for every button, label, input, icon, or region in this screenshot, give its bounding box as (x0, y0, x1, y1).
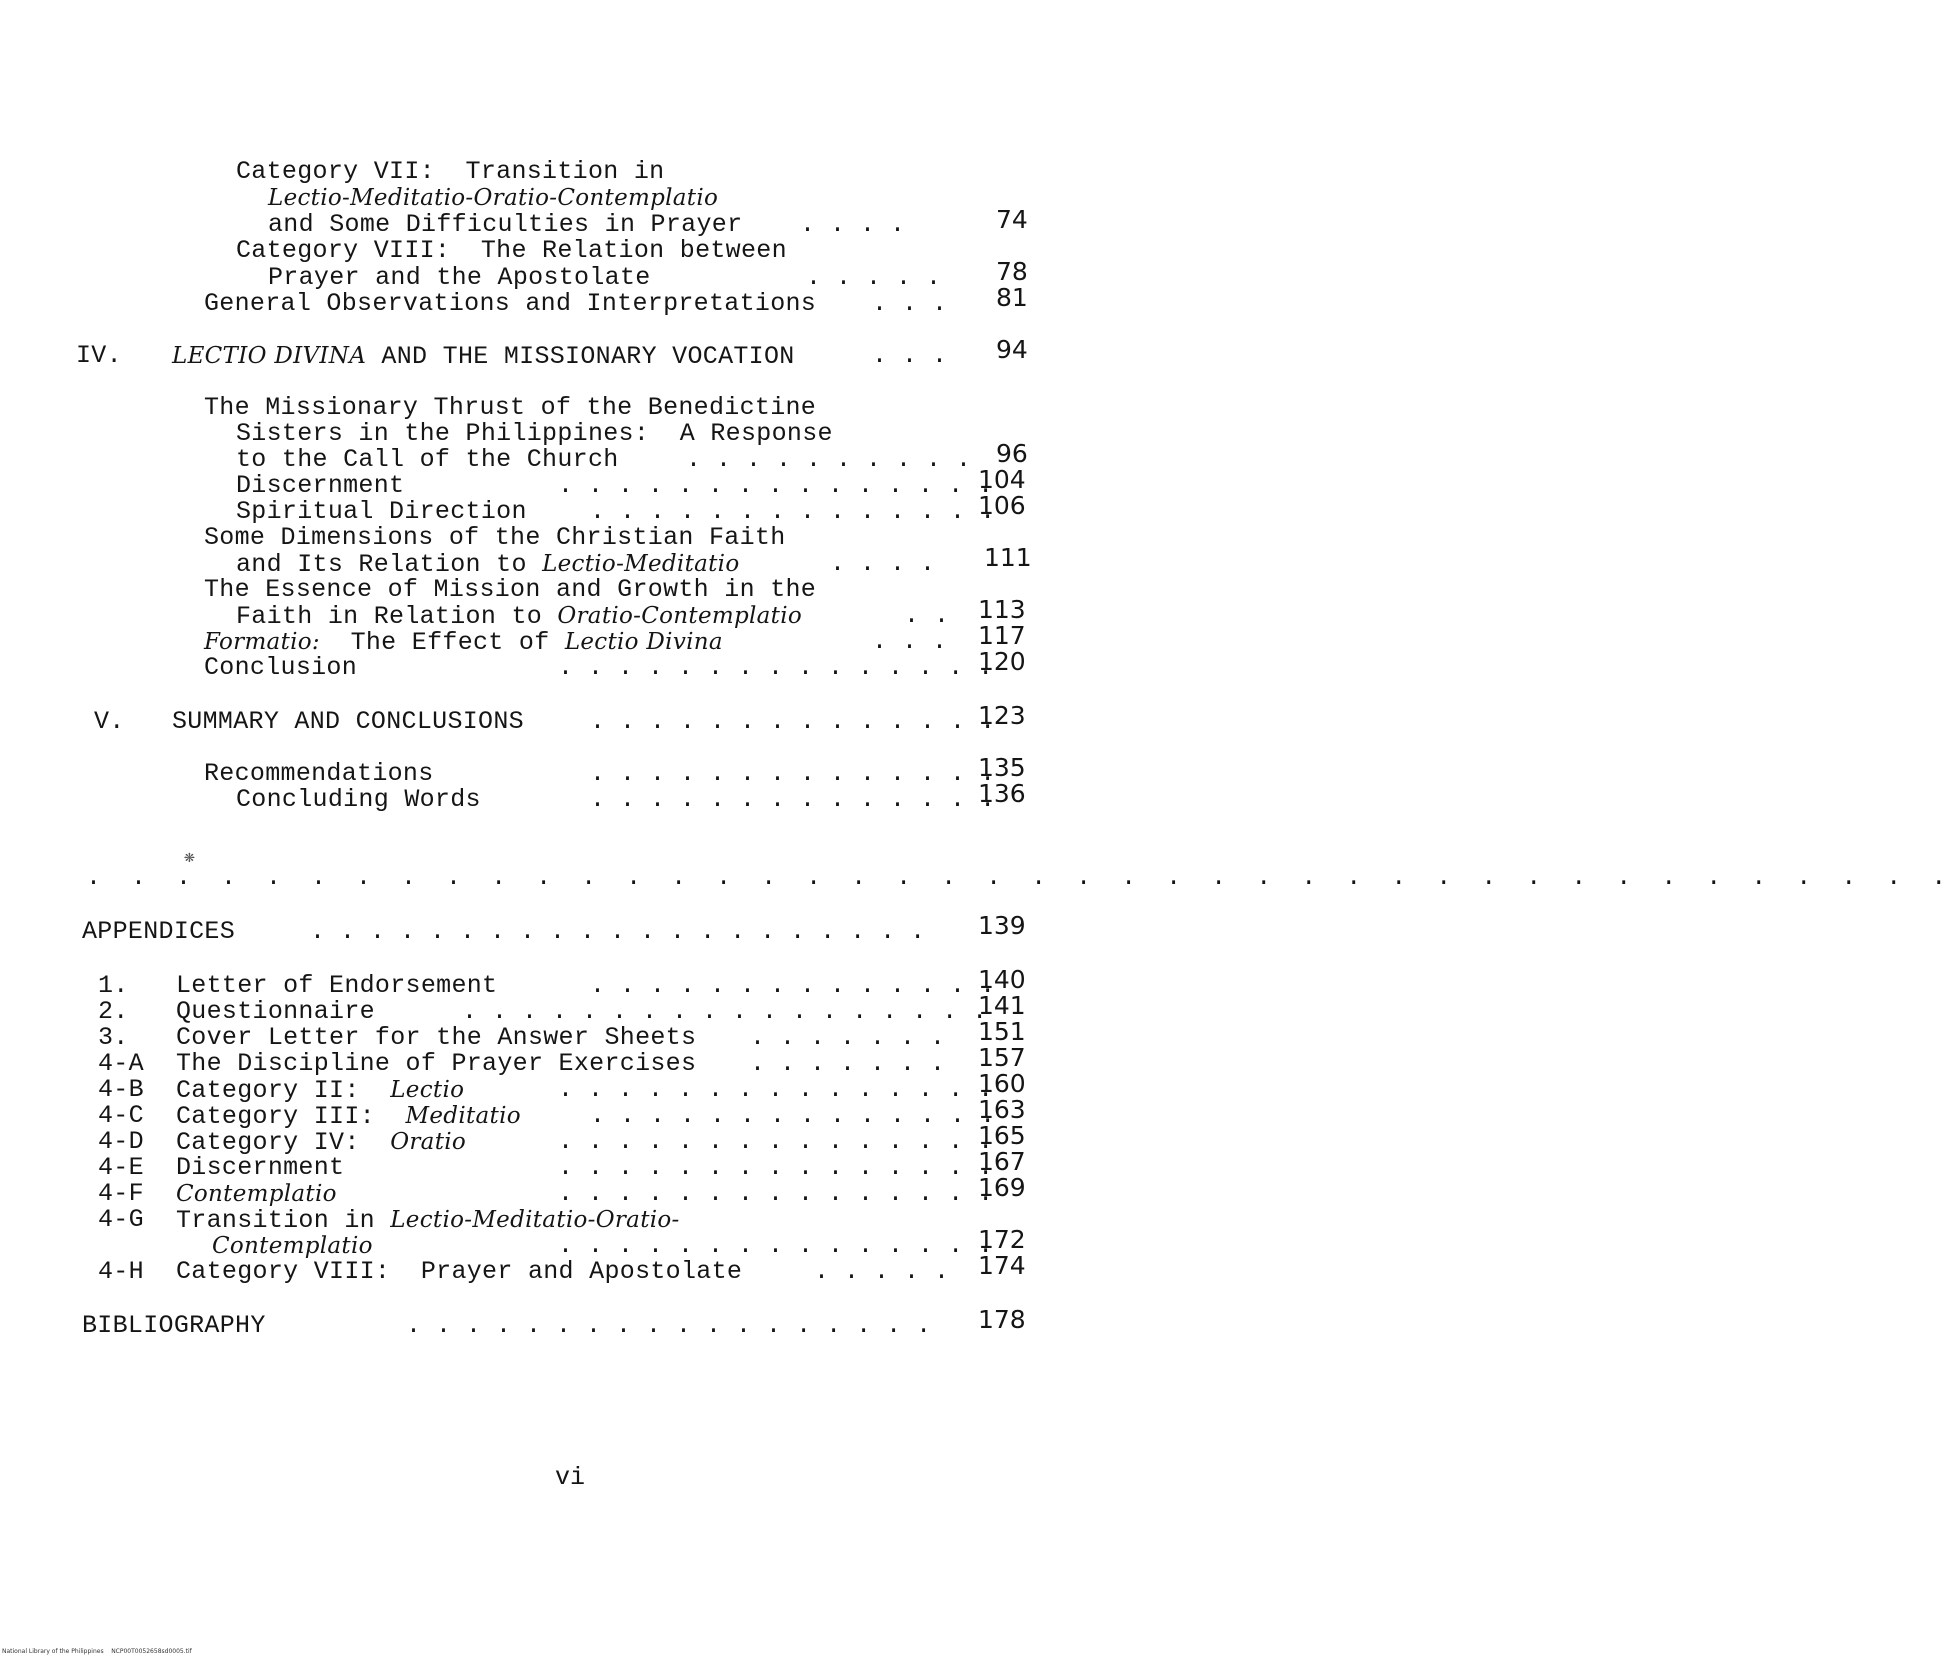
chapter-title-italic: LECTIO DIVINA (172, 343, 367, 369)
leader-dots: . . . . . . . . . . . . . . . (558, 653, 994, 682)
leader-dots: . . . (872, 341, 948, 370)
leader-dots: . . . . . . . . . . . . . . . (558, 1127, 994, 1156)
leader-dots: . . . . . . . . . . . . . . (590, 497, 996, 526)
leader-dots: . . . . . . . . . . . . . . . . . . (462, 997, 988, 1026)
page-ref: 78 (996, 257, 1028, 286)
page-ref: 174 (978, 1251, 1026, 1280)
toc-entry-text: The Missionary Thrust of the Benedictine (204, 393, 817, 422)
appendix-number: 1. (98, 971, 129, 1000)
toc-entry-text: Some Dimensions of the Christian Faith (204, 523, 786, 552)
toc-entry-italic: Lectio Divina (564, 629, 723, 655)
page-ref: 157 (978, 1043, 1026, 1072)
appendix-number: 3. (98, 1023, 129, 1052)
page-ref: 178 (978, 1305, 1026, 1334)
chapter-title: SUMMARY AND CONCLUSIONS (172, 707, 524, 736)
leader-dots: . . . (872, 627, 948, 656)
page-ref: 141 (978, 991, 1026, 1020)
page-ref: 113 (978, 595, 1026, 624)
page-ref: 167 (978, 1147, 1026, 1176)
toc-entry-text: Letter of Endorsement (176, 971, 498, 1000)
leader-dots: . . . . . . . . . . . . . . (590, 971, 996, 1000)
leader-dots: . . . . . . . . . . (686, 445, 972, 474)
toc-entry-part: Category IV: (176, 1128, 391, 1157)
page-ref: 117 (978, 621, 1026, 650)
toc-entry-text (236, 602, 802, 631)
page-ref: 104 (978, 465, 1026, 494)
toc-entry-text (176, 1102, 521, 1131)
leader-dots: . . . . . . . (750, 1049, 946, 1078)
page-ref: 74 (996, 205, 1028, 234)
appendix-number: 4-D (98, 1127, 144, 1156)
page-ref: 136 (978, 779, 1026, 808)
leader-dots: . . . . . . . . . . . . . . . (558, 1179, 994, 1208)
leader-dots: . . . . . . . . . . . . . . . (558, 471, 994, 500)
toc-entry-text: Contemplatio (176, 1181, 337, 1207)
toc-entry-part: Category III: (176, 1102, 406, 1131)
appendix-number: 4-F (98, 1179, 144, 1208)
page-ref: 135 (978, 753, 1026, 782)
page-ref: 169 (978, 1173, 1026, 1202)
toc-entry-part: and Its Relation to (236, 550, 543, 579)
toc-entry-italic: Oratio-Contemplatio (557, 603, 802, 629)
leader-dots: . . . (872, 289, 948, 318)
chapter-number: V. (94, 707, 125, 736)
leader-dots: . . . . . . . . . . . . . . (590, 1101, 996, 1130)
leader-dots: . . . . . (814, 1257, 950, 1286)
toc-entry-text (176, 1076, 464, 1105)
page-ref: 94 (996, 335, 1028, 364)
toc-entry-italic: Lectio-Meditatio (542, 551, 740, 577)
toc-entry-text: The Essence of Mission and Growth in the (204, 575, 817, 604)
leader-dots: . . . . . . . . . . . . . . . . . . . . . (310, 917, 926, 946)
archive-footer: National Library of the Philippines NCP00T0052658sd0005.tif (2, 1648, 192, 1655)
page-ref: 81 (996, 283, 1028, 312)
section-separator-dots: . . . . . . . . . . . . . . . . . . . . . . . . . . . . . . . . . . . . . . . . . . (86, 863, 1946, 892)
leader-dots: . . . . . (806, 263, 942, 292)
toc-entry-text: The Discipline of Prayer Exercises (176, 1049, 697, 1078)
toc-entry-part: Faith in Relation to (236, 602, 558, 631)
appendix-number: 2. (98, 997, 129, 1026)
toc-entry-part: The Effect of (319, 628, 565, 657)
toc-entry-italic: Lectio-Meditatio-Oratio- (390, 1207, 680, 1233)
toc-entry-italic: Oratio (390, 1129, 467, 1155)
page-ref: 160 (978, 1069, 1026, 1098)
page-ref: 163 (978, 1095, 1026, 1124)
page-ref: 106 (978, 491, 1026, 520)
leader-dots: . . (904, 601, 950, 630)
toc-entry-part: Transition in (176, 1206, 391, 1235)
leader-dots: . . . . . . . . . . . . . . (590, 707, 996, 736)
page-ref: 139 (978, 911, 1026, 940)
toc-entry-text: Conclusion (204, 653, 358, 682)
toc-entry-part: Category II: (176, 1076, 391, 1105)
ink-speck-icon: ❋ (184, 848, 195, 868)
leader-dots: . . . . . . . . . . . . . . . (558, 1153, 994, 1182)
leader-dots: . . . . . . . (750, 1023, 946, 1052)
toc-entry-text: and Some Difficulties in Prayer (268, 210, 743, 239)
leader-dots: . . . . . . . . . . . . . . . (558, 1231, 994, 1260)
toc-entry-text: Prayer and the Apostolate (268, 263, 651, 292)
page-ref: 140 (978, 965, 1026, 994)
toc-entry-text: Recommendations (204, 759, 434, 788)
toc-entry-text: Cover Letter for the Answer Sheets (176, 1023, 697, 1052)
appendix-number: 4-A (98, 1049, 144, 1078)
toc-entry-text: Discernment (176, 1153, 345, 1182)
appendix-number: 4-H (98, 1257, 144, 1286)
page-ref: 96 (996, 439, 1028, 468)
leader-dots: . . . . (800, 210, 906, 239)
page-number: vi (555, 1463, 586, 1492)
toc-entry-text: Concluding Words (236, 785, 481, 814)
chapter-title-rest: AND THE MISSIONARY VOCATION (366, 342, 795, 371)
toc-entry-text: Spiritual Direction (236, 497, 527, 526)
toc-entry-text: Category VIII: Prayer and Apostolate (176, 1257, 743, 1286)
chapter-title (172, 342, 795, 371)
page-ref: 123 (978, 701, 1026, 730)
page-ref: 120 (978, 647, 1026, 676)
toc-entry-italic: Lectio (390, 1077, 465, 1103)
section-heading: BIBLIOGRAPHY (82, 1311, 266, 1340)
toc-entry-italic: Formatio: (204, 629, 320, 655)
toc-entry-text: Lectio-Meditatio-Oratio-Contemplatio (268, 185, 719, 211)
toc-entry-italic: Contemplatio (212, 1233, 373, 1259)
page-ref: 151 (978, 1017, 1026, 1046)
page-ref: 111 (984, 543, 1032, 572)
toc-entry-text: to the Call of the Church (236, 445, 619, 474)
appendix-number: 4-E (98, 1153, 144, 1182)
leader-dots: . . . . (830, 549, 936, 578)
toc-entry-text: Discernment (236, 471, 405, 500)
leader-dots: . . . . . . . . . . . . . . . . . . (406, 1311, 932, 1340)
section-heading: APPENDICES (82, 917, 236, 946)
leader-dots: . . . . . . . . . . . . . . (590, 785, 996, 814)
leader-dots: . . . . . . . . . . . . . . (590, 759, 996, 788)
chapter-number: IV. (76, 341, 122, 370)
toc-entry-text: Questionnaire (176, 997, 375, 1026)
page-ref: 172 (978, 1225, 1026, 1254)
toc-entry-text: General Observations and Interpretations (204, 289, 817, 318)
leader-dots: . . . . . . . . . . . . . . . (558, 1075, 994, 1104)
toc-entry-text: Sisters in the Philippines: A Response (236, 419, 833, 448)
toc-entry-italic: Meditatio (405, 1103, 521, 1129)
page-ref: 165 (978, 1121, 1026, 1150)
toc-entry-text: Category VII: Transition in (236, 157, 665, 186)
appendix-number: 4-B (98, 1075, 144, 1104)
appendix-number: 4-C (98, 1101, 144, 1130)
appendix-number: 4-G (98, 1205, 144, 1234)
toc-entry-text: Category VIII: The Relation between (236, 236, 787, 265)
